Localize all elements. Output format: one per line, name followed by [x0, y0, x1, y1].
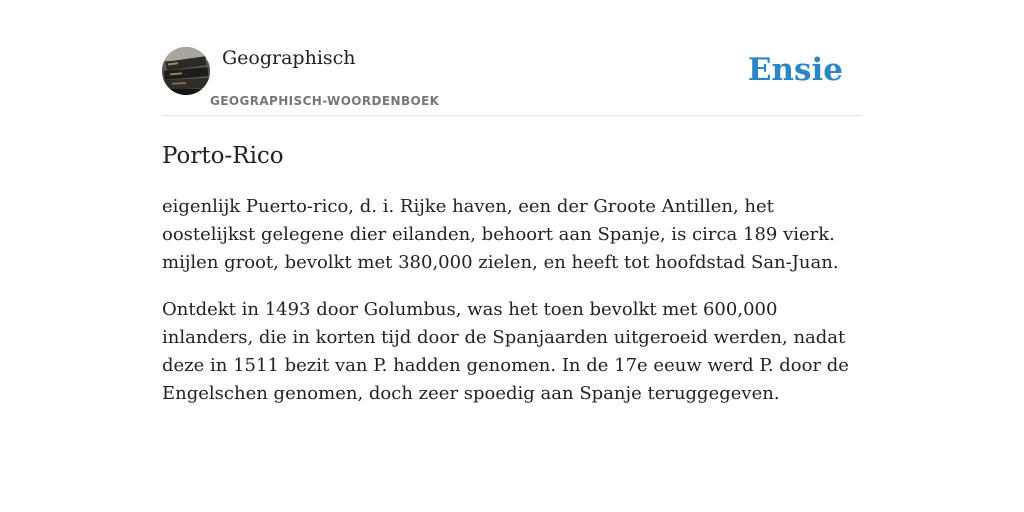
source-subtitle[interactable]: GEOGRAPHISCH-WOORDENBOEK	[210, 94, 440, 108]
source-title[interactable]: Geographisch	[222, 47, 356, 69]
books-photo-icon	[162, 47, 210, 95]
entry-paragraph: eigenlijk Puerto-rico, d. i. Rijke haven, een der Groote Antillen, het oostelijkst gelegene dier eilanden, behoort aan Spanje, is circa 189 vierk. mijlen groot, bevolkt met 380,000 zielen, en heeft tot hoofdstad San-Juan.	[162, 196, 839, 273]
source-header	[162, 40, 862, 116]
brand-logo[interactable]: Ensie	[747, 52, 843, 88]
entry-card	[162, 40, 862, 408]
entry-title: Porto-Rico	[162, 143, 284, 169]
entry-paragraph: Ontdekt in 1493 door Golumbus, was het toen bevolkt met 600,000 inlanders, die in korten tijd door de Spanjaarden uitgeroeid werden, nadat deze in 1511 bezit van P. hadden genomen. In de 17e eeuw werd P. door de Engelschen genomen, doch zeer spoedig aan Spanje teruggegeven.	[162, 299, 849, 404]
source-avatar[interactable]	[162, 47, 210, 95]
